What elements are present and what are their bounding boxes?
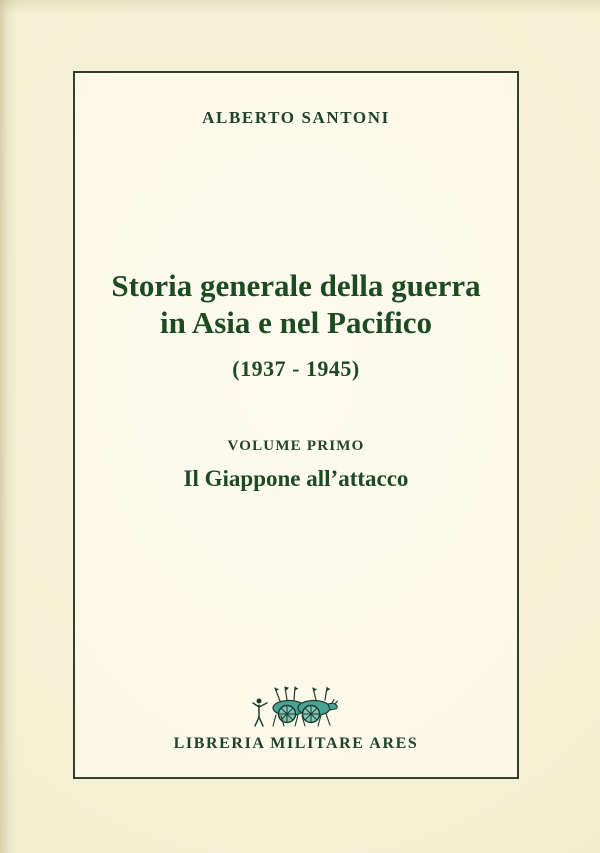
book-title — [75, 267, 517, 341]
book-title-line2: in Asia e nel Pacifico — [159, 305, 433, 340]
volume-label: VOLUME PRIMO — [227, 438, 365, 454]
book-title-line1: Storia generale della guerra — [111, 268, 481, 303]
war-chariot-icon — [252, 715, 340, 732]
volume-subtitle: Il Giappone all’attacco — [183, 466, 409, 491]
publisher-logo-container — [75, 686, 517, 733]
publication-years: (1937 - 1945) — [232, 356, 360, 381]
publisher-name: LIBRERIA MILITARE ARES — [173, 735, 419, 752]
author-name: ALBERTO SANTONI — [202, 108, 390, 127]
cover-frame — [73, 71, 519, 779]
